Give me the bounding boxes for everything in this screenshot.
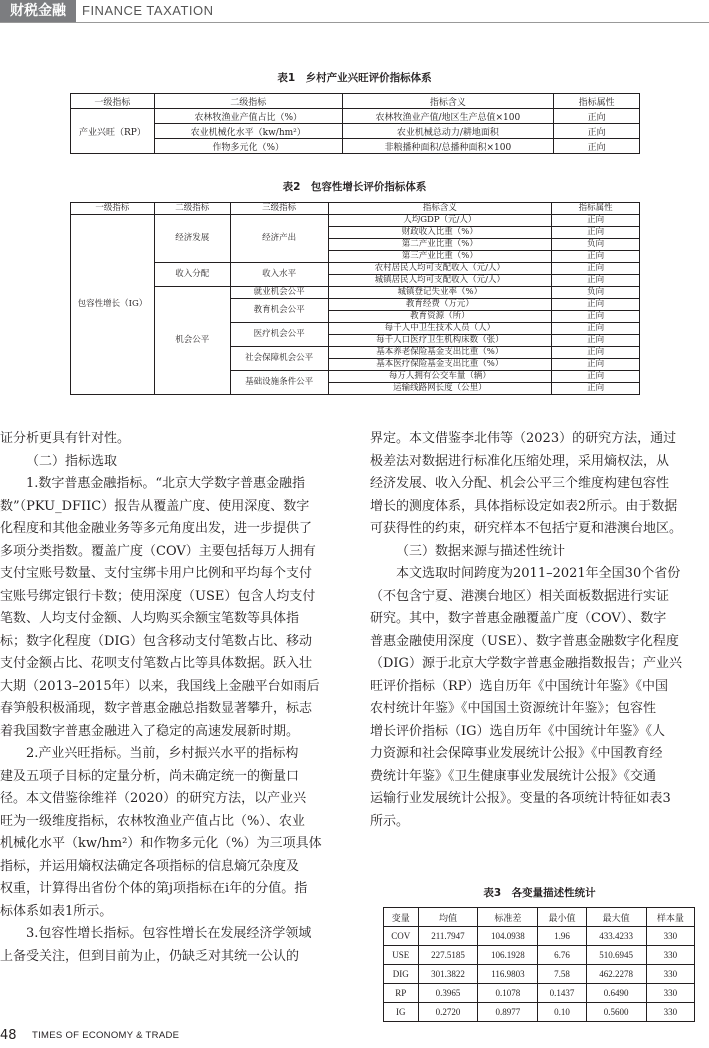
table-cell: 城镇登记失业率（%） bbox=[328, 287, 552, 299]
text-line: 农村统计年鉴》《中国国土资源统计年鉴》；包容性 bbox=[370, 701, 657, 716]
table-cell: 227.5185 bbox=[418, 946, 478, 965]
table2-secondary-indicator: 经济发展 bbox=[154, 215, 230, 263]
text-line: 旺评价指标（RP）选自历年《中国统计年鉴》《中国 bbox=[370, 678, 669, 694]
table-cell: 作物多元化（%） bbox=[154, 139, 342, 154]
text-line: 力资源和社会保障事业发展统计公报》《中国教育经 bbox=[370, 746, 663, 761]
table-cell: 1.96 bbox=[538, 927, 586, 946]
table-row bbox=[71, 215, 640, 227]
text-line: 增长的测度体系，具体指标设定如表2所示。由于数据 bbox=[370, 498, 678, 514]
table-cell: 基本医疗保险基金支出比重（%） bbox=[328, 359, 552, 371]
text-line: 旺为一级维度指标，农林牧渔业产值占比（%）、农业 bbox=[0, 813, 305, 829]
table3-header-cell: 样本量 bbox=[646, 908, 694, 927]
text-line: 标体系如表1所示。 bbox=[0, 903, 113, 919]
section-label-en: FINANCE TAXATION bbox=[82, 3, 214, 18]
table2-third-indicator: 基础设施条件公平 bbox=[230, 371, 328, 395]
table-cell: 0.6490 bbox=[586, 984, 646, 1003]
table3-header-cell: 均值 bbox=[418, 908, 478, 927]
table-cell: 330 bbox=[646, 1003, 694, 1022]
table-cell: 正向 bbox=[552, 263, 640, 275]
table-cell: 正向 bbox=[552, 299, 640, 311]
table-cell: 正向 bbox=[552, 371, 640, 383]
table-cell: 运输线路网长度（公里） bbox=[328, 383, 552, 395]
text-line: 着我国数字普惠金融进入了稳定的高速发展新时期。 bbox=[0, 723, 300, 739]
table-cell: 基本养老保险基金支出比重（%） bbox=[328, 347, 552, 359]
table-cell: 负向 bbox=[552, 287, 640, 299]
table-cell: 农业机械总动力/耕地面积 bbox=[342, 124, 554, 139]
table-row bbox=[71, 263, 640, 275]
table-cell: IG bbox=[384, 1003, 419, 1022]
table-row bbox=[71, 287, 640, 299]
table3-header-cell: 变量 bbox=[384, 908, 419, 927]
table2-third-indicator: 就业机会公平 bbox=[230, 287, 328, 299]
table-cell: 农村居民人均可支配收入（元/人） bbox=[328, 263, 552, 275]
text-line: 经济发展、收入分配、机会公平三个维度构建包容性 bbox=[370, 476, 670, 491]
table2-third-indicator: 教育机会公平 bbox=[230, 299, 328, 323]
table2-caption: 表2 包容性增长评价指标体系 bbox=[282, 181, 427, 193]
text-line: 支付宝账号数量、支付宝绑卡用户比例和平均每个支付 bbox=[0, 566, 313, 581]
table2 bbox=[70, 202, 640, 395]
table3-caption: 表3 各变量描述性统计 bbox=[483, 887, 596, 899]
table-cell: USE bbox=[384, 946, 419, 965]
text-line: 化程度和其他金融业务等多元角度出发，进一步提供了 bbox=[0, 521, 313, 536]
table-row bbox=[384, 984, 695, 1003]
table-cell: 0.1078 bbox=[478, 984, 538, 1003]
text-line: 数”（PKU_DFIIC）报告从覆盖广度、使用深度、数字 bbox=[0, 498, 310, 514]
text-line: 极差法对数据进行标准化压缩处理，采用熵权法，从 bbox=[370, 453, 670, 469]
table-cell: 每万人拥有公交车量（辆） bbox=[328, 371, 552, 383]
table-cell: 正向 bbox=[552, 383, 640, 395]
table3-header-cell: 最小值 bbox=[538, 908, 586, 927]
table-cell: 正向 bbox=[552, 323, 640, 335]
table-cell: 433.4233 bbox=[586, 927, 646, 946]
text-line: 本文选取时间跨度为2011–2021年全国30个省份 bbox=[396, 566, 681, 581]
table-cell: 负向 bbox=[552, 239, 640, 251]
table3-header-cell: 最大值 bbox=[586, 908, 646, 927]
text-line: （DIG）源于北京大学数字普惠金融指数报告；产业兴 bbox=[370, 656, 682, 671]
table-cell: 330 bbox=[646, 965, 694, 984]
page-header bbox=[0, 0, 709, 22]
table-cell: 正向 bbox=[552, 251, 640, 263]
text-line: 界定。本文借鉴李北伟等（2023）的研究方法，通过 bbox=[370, 431, 677, 446]
table-cell: 211.7947 bbox=[418, 927, 478, 946]
section-heading: （三）数据来源与描述性统计 bbox=[396, 543, 566, 559]
table-cell: 人均GDP（元/人） bbox=[328, 215, 552, 227]
text-line: 权重，计算得出省份个体的第j项指标在i年的分值。指 bbox=[0, 881, 308, 896]
text-line: 上备受关注，但到目前为止，仍缺乏对其统一公认的 bbox=[0, 948, 300, 964]
table2-header-cell: 指标含义 bbox=[328, 203, 552, 215]
table1-header-cell: 二级指标 bbox=[154, 94, 342, 109]
table-cell: 农林牧渔业产值/地区生产总值×100 bbox=[342, 109, 554, 124]
table-row bbox=[384, 927, 695, 946]
text-line: 3.包容性增长指标。包容性增长在发展经济学领域 bbox=[26, 926, 312, 941]
table2-third-indicator: 收入水平 bbox=[230, 263, 328, 287]
table-cell: 正向 bbox=[552, 215, 640, 227]
table-cell: RP bbox=[384, 984, 419, 1003]
table-cell: 330 bbox=[646, 946, 694, 965]
page-footer bbox=[0, 1024, 709, 1048]
table1-header-row bbox=[71, 94, 640, 109]
table2-header-cell: 一级指标 bbox=[71, 203, 155, 215]
table2-secondary-indicator: 收入分配 bbox=[154, 263, 230, 287]
table3-header-cell: 标准差 bbox=[478, 908, 538, 927]
text-line: 研究。其中，数字普惠金融覆盖广度（COV）、数字 bbox=[370, 611, 667, 626]
table-row bbox=[71, 139, 640, 154]
table1-header-cell: 指标属性 bbox=[554, 94, 640, 109]
table-cell: COV bbox=[384, 927, 419, 946]
table-cell: 0.10 bbox=[538, 1003, 586, 1022]
text-line: 可获得性的约束，研究样本不包括宁夏和港澳台地区。 bbox=[370, 521, 683, 536]
table-cell: 104.0938 bbox=[478, 927, 538, 946]
table3-header-row bbox=[384, 908, 695, 927]
table-cell: 116.9803 bbox=[478, 965, 538, 984]
table1-primary-indicator: 产业兴旺（RP） bbox=[71, 109, 155, 154]
table1-header-cell: 指标含义 bbox=[342, 94, 554, 109]
text-line: 笔数、人均支付金额、人均购买余额宝笔数等具体指 bbox=[0, 611, 300, 626]
table-cell: 农林牧渔业产值占比（%） bbox=[154, 109, 342, 124]
table-cell: 城镇居民人均可支配收入（元/人） bbox=[328, 275, 552, 287]
table-cell: 财政收入比重（%） bbox=[328, 227, 552, 239]
table-cell: 0.2720 bbox=[418, 1003, 478, 1022]
text-line: 所示。 bbox=[370, 813, 410, 829]
text-line: 普惠金融使用深度（USE）、数字普惠金融数字化程度 bbox=[370, 633, 679, 649]
table-cell: 正向 bbox=[554, 139, 640, 154]
text-line: 指标，并运用熵权法确定各项指标的信息熵冗杂度及 bbox=[0, 858, 300, 874]
table-cell: 第二产业比重（%） bbox=[328, 239, 552, 251]
table-cell: DIG bbox=[384, 965, 419, 984]
header-rule bbox=[0, 22, 709, 23]
table-cell: 非粮播种面积/总播种面积×100 bbox=[342, 139, 554, 154]
table-cell: 正向 bbox=[554, 109, 640, 124]
table-cell: 正向 bbox=[552, 359, 640, 371]
text-line: 1.数字普惠金融指标。“北京大学数字普惠金融指 bbox=[26, 476, 306, 491]
table-cell: 教育资源（所） bbox=[328, 311, 552, 323]
text-line: 径。本文借鉴徐维祥（2020）的研究方法，以产业兴 bbox=[0, 791, 307, 806]
text-line: 机械化水平（kw/hm²）和作物多元化（%）为三项具体 bbox=[0, 836, 322, 851]
table-cell: 每千人中卫生技术人员（人） bbox=[328, 323, 552, 335]
table1-header-cell: 一级指标 bbox=[71, 94, 155, 109]
page-number: 48 bbox=[0, 1028, 17, 1043]
text-line: 春笋般积极涌现，数字普惠金融总指数显著攀升，标志 bbox=[0, 701, 313, 716]
table2-header-cell: 指标属性 bbox=[552, 203, 640, 215]
table2-third-indicator: 经济产出 bbox=[230, 215, 328, 263]
table-cell: 正向 bbox=[552, 335, 640, 347]
body-left-column bbox=[0, 428, 352, 968]
text-line: 2.产业兴旺指标。当前，乡村振兴水平的指标构 bbox=[26, 746, 299, 761]
table-cell: 0.5600 bbox=[586, 1003, 646, 1022]
text-line: 建及五项子目标的定量分析，尚未确定统一的衡量口 bbox=[0, 768, 300, 784]
journal-name: TIMES OF ECONOMY & TRADE bbox=[32, 1030, 180, 1041]
table-cell: 510.6945 bbox=[586, 946, 646, 965]
table-cell: 第三产业比重（%） bbox=[328, 251, 552, 263]
table-cell: 农业机械化水平（kw/hm²） bbox=[154, 124, 342, 139]
table-row bbox=[384, 946, 695, 965]
text-line: 运输行业发展统计公报》。变量的各项统计特征如表3 bbox=[370, 791, 671, 806]
text-line: 标；数字化程度（DIG）包含移动支付笔数占比、移动 bbox=[0, 633, 312, 649]
text-line: 费统计年鉴》《卫生健康事业发展统计公报》《交通 bbox=[370, 768, 657, 784]
text-line: 增长评价指标（IG）选自历年《中国统计年鉴》《人 bbox=[370, 723, 666, 739]
table2-header-row bbox=[71, 203, 640, 215]
table-cell: 0.1437 bbox=[538, 984, 586, 1003]
table-cell: 教育经费（万元） bbox=[328, 299, 552, 311]
text-line: （不包含宁夏、港澳台地区）相关面板数据进行实证 bbox=[370, 588, 670, 604]
table2-secondary-indicator: 机会公平 bbox=[154, 287, 230, 395]
text-line: 宝账号绑定银行卡数；使用深度（USE）包含人均支付 bbox=[0, 588, 316, 604]
table1-caption: 表1 乡村产业兴旺评价指标体系 bbox=[277, 72, 432, 84]
text-line: 支付金额占比、花呗支付笔数占比等具体数据。跃入壮 bbox=[0, 656, 313, 671]
table-row bbox=[71, 109, 640, 124]
table2-third-indicator: 社会保障机会公平 bbox=[230, 347, 328, 371]
table-cell: 106.1928 bbox=[478, 946, 538, 965]
table-cell: 正向 bbox=[552, 227, 640, 239]
table-cell: 462.2278 bbox=[586, 965, 646, 984]
body-right-column bbox=[370, 428, 709, 833]
table2-third-indicator: 医疗机会公平 bbox=[230, 323, 328, 347]
table-cell: 正向 bbox=[552, 311, 640, 323]
text-line: 大期（2013–2015年）以来，我国线上金融平台如雨后 bbox=[0, 678, 320, 694]
table2-header-cell: 三级指标 bbox=[230, 203, 328, 215]
table-cell: 正向 bbox=[554, 124, 640, 139]
table-cell: 330 bbox=[646, 984, 694, 1003]
table-cell: 正向 bbox=[552, 275, 640, 287]
table-row bbox=[384, 965, 695, 984]
section-heading: （二）指标选取 bbox=[26, 453, 118, 469]
table-cell: 0.3965 bbox=[418, 984, 478, 1003]
table2-primary-indicator: 包容性增长（IG） bbox=[71, 215, 155, 395]
table-cell: 正向 bbox=[552, 347, 640, 359]
table-cell: 330 bbox=[646, 927, 694, 946]
table-cell: 7.58 bbox=[538, 965, 586, 984]
section-label-cn: 财税金融 bbox=[0, 0, 76, 22]
table-cell: 0.8977 bbox=[478, 1003, 538, 1022]
table3 bbox=[383, 907, 695, 1022]
table-cell: 每千人口医疗卫生机构床数（张） bbox=[328, 335, 552, 347]
text-line: 证分析更具有针对性。 bbox=[0, 431, 131, 446]
table-cell: 6.76 bbox=[538, 946, 586, 965]
table1 bbox=[70, 93, 640, 154]
text-line: 多项分类指数。覆盖广度（COV）主要包括每万人拥有 bbox=[0, 543, 316, 559]
table-row bbox=[71, 124, 640, 139]
table-cell: 301.3822 bbox=[418, 965, 478, 984]
table2-header-cell: 二级指标 bbox=[154, 203, 230, 215]
table-row bbox=[384, 1003, 695, 1022]
